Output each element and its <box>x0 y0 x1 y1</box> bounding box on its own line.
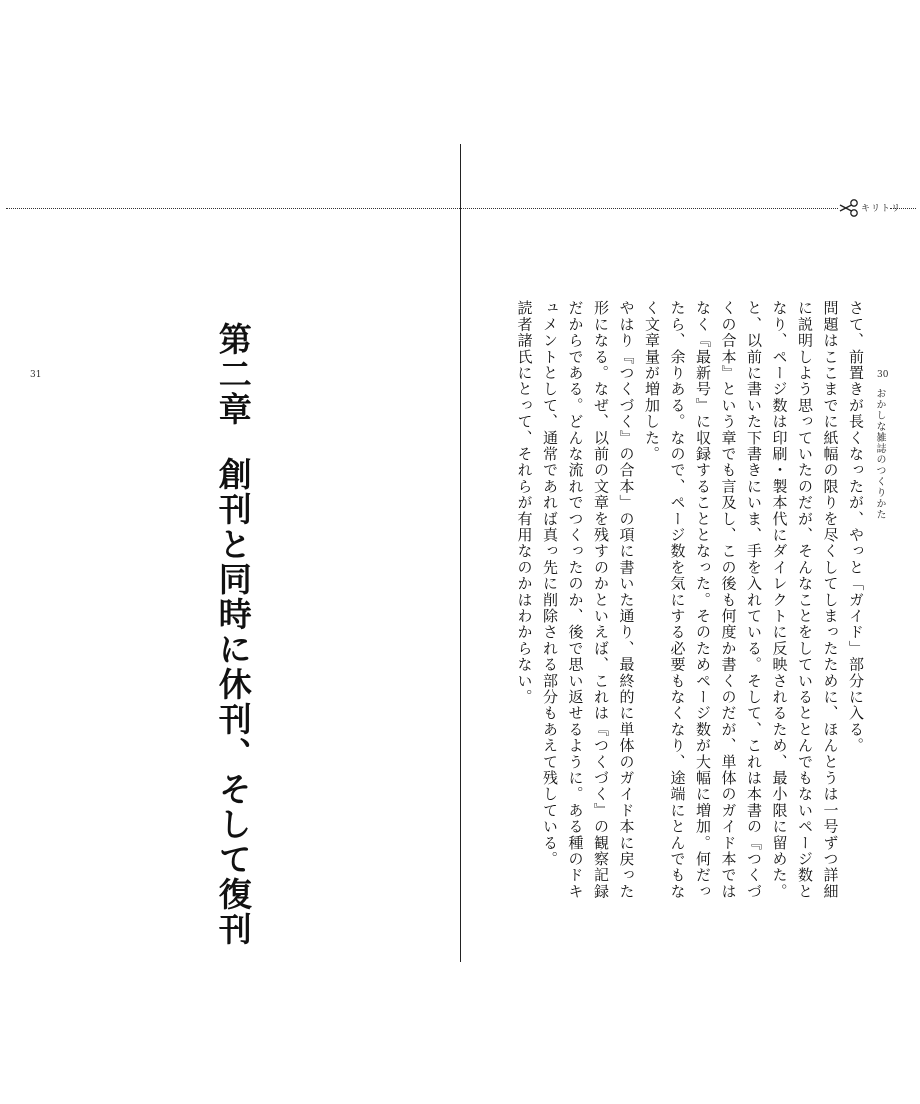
paragraph: と、以前に書いた下書きにいま、手を入れている。そして、これは本書の『つくづくの合本』という章でも言及し、この後も何度か書くのだが、単体のガイド本ではなく『最新号』に収録することとなった。そのためページ数が大幅に増加。何だったら、余りある。なので、ページ数を気にする必要もなくなり、途端にとんでもなく文章量が増加した。 <box>643 300 763 900</box>
cut-line-dotted-end <box>890 208 916 209</box>
cut-label: キリトリ <box>861 204 902 214</box>
page-spine-divider <box>460 144 461 962</box>
chapter-title <box>206 322 259 947</box>
chapter-name: 創刊と同時に休刊、そして復刊 <box>213 457 253 947</box>
body-text <box>515 300 868 900</box>
paragraph: 読者諸氏にとって、それらが有用なのかはわからない。 <box>515 300 534 705</box>
page-number-left: 31 <box>30 370 42 380</box>
page-number-right: 30 <box>877 370 889 380</box>
scissors-icon <box>838 197 860 219</box>
paragraph: さて、前置きが長くなったが、やっと「ガイド」部分に入る。 <box>847 300 865 754</box>
chapter-label: 第二章 <box>213 322 253 427</box>
cut-line-dotted <box>6 208 838 209</box>
paragraph: 問題はここまでに紙幅の限りを尽くしてしまったために、ほんとうは一号ずつ詳細に説明しよう思っていたのだが、そんなことをしているととんでもないページ数となり、ページ数は印刷・製本代にダイレクトに反映されるため、最小限に留めた。 <box>770 300 840 900</box>
paragraph: やはり『つくづく』の合本」の項に書いた通り、最終的に単体のガイド本に戻った形になる。なぜ、以前の文章を残すのかといえば、これは『つくづく』の観察記録だからである。どんな流れでつくったのか、後で思い返せるように。ある種のドキュメントとして、通常であれば真っ先に削除される部分もあえて残している。 <box>541 300 636 900</box>
running-head: おかしな雑誌のつくりかた <box>874 388 885 520</box>
